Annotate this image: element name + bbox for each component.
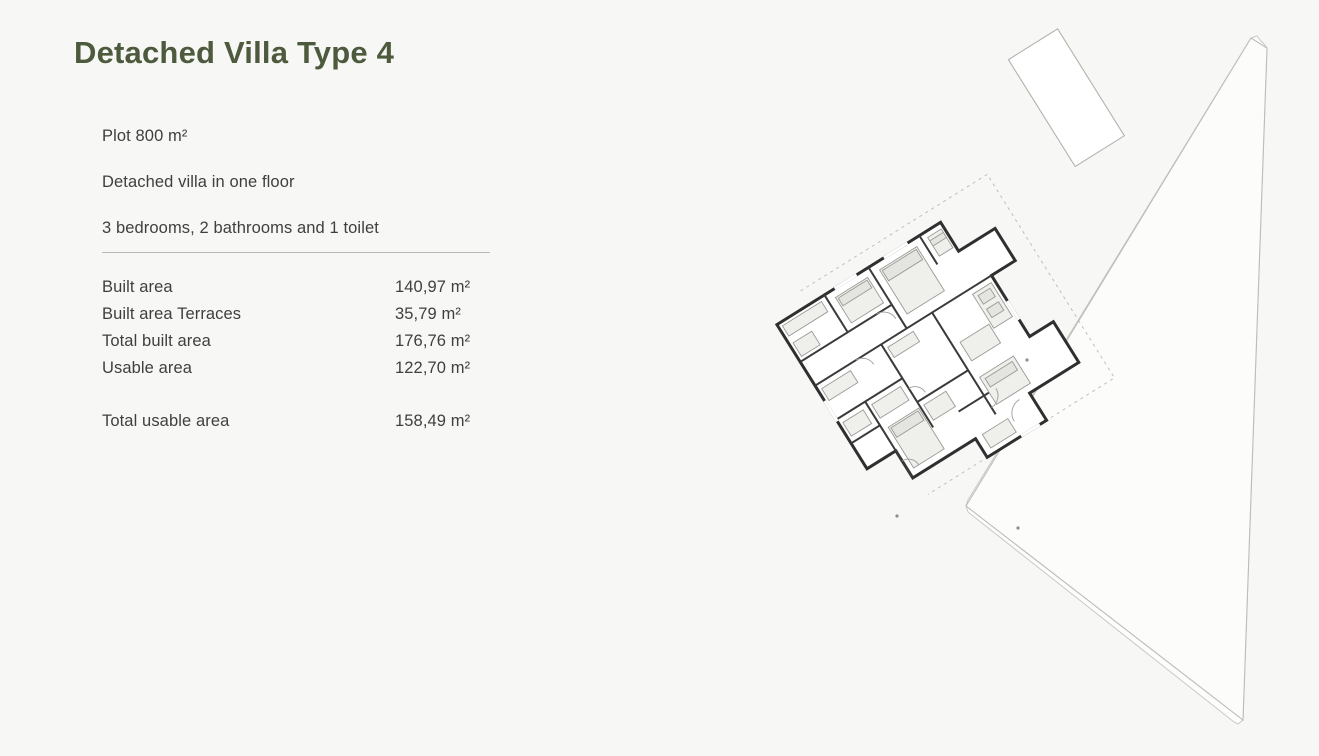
area-label: Built area Terraces (102, 305, 242, 324)
site-plan-drawing (548, 8, 1308, 748)
area-value: 122,70 m² (395, 359, 471, 378)
pool-outline (1008, 29, 1124, 167)
table-row (102, 274, 492, 301)
area-value: 140,97 m² (395, 278, 471, 297)
spec-plot: Plot 800 m² (102, 127, 188, 146)
pool (1008, 29, 1124, 167)
area-value: 35,79 m² (395, 305, 461, 324)
total-label: Total usable area (102, 412, 230, 431)
table-row (102, 328, 492, 355)
area-label: Usable area (102, 359, 193, 378)
area-value: 176,76 m² (395, 332, 471, 351)
spec-list (102, 127, 542, 238)
area-label: Built area (102, 278, 173, 297)
area-table (102, 274, 492, 435)
section-divider (102, 252, 490, 253)
table-row (102, 355, 492, 382)
spec-type: Detached villa in one floor (102, 173, 295, 192)
table-spacer (102, 382, 492, 408)
area-label: Total built area (102, 332, 211, 351)
total-value: 158,49 m² (395, 412, 471, 431)
table-row-total (102, 408, 492, 435)
plan-svg (548, 8, 1308, 748)
table-row (102, 301, 492, 328)
info-column (72, 34, 542, 435)
spec-rooms: 3 bedrooms, 2 bathrooms and 1 toilet (102, 219, 379, 238)
page-title: Detached Villa Type 4 (74, 35, 395, 70)
